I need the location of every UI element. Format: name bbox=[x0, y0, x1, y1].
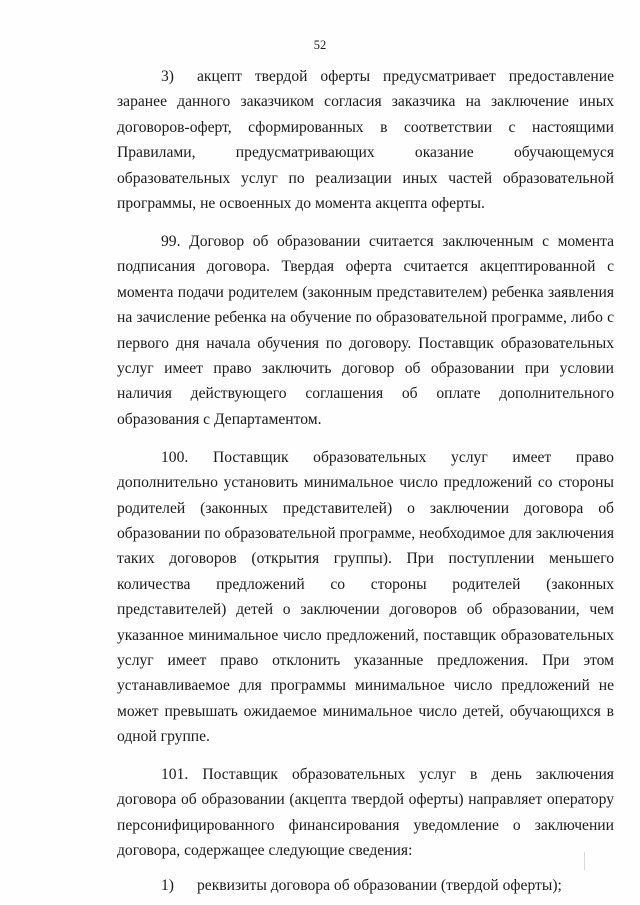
paragraph-number: 100. bbox=[161, 448, 189, 466]
paragraph-text: реквизиты договора об образовании (твердой оферты); bbox=[197, 877, 562, 895]
paragraph-item-3 bbox=[117, 64, 614, 216]
paragraph-text: Поставщик образовательных услуг в день заключения договора об образовании (акцепта твердой оферты) направляет оператору персонифицированного финансирования уведомление о заключении договора, содержащее следующие сведения: bbox=[117, 766, 614, 860]
document-body bbox=[117, 64, 614, 899]
paragraph-99 bbox=[117, 229, 614, 432]
paragraph-number: 101. bbox=[161, 766, 189, 784]
item-number: 1) bbox=[161, 877, 174, 895]
paragraph-text: Договор об образовании считается заключенным с момента подписания договора. Твердая оферта считается акцептированной с момента подачи родителем (законным представителем) ребенка заявления на зачисление ребенка на обучение по образовательной программе, либо с первого дня начала обучения по договору. Поставщик образовательных услуг имеет право заключить договор об образовании при условии наличия действующего соглашения об оплате дополнительного образования с Департаментом. bbox=[117, 232, 614, 428]
paragraph-100 bbox=[117, 445, 614, 750]
paragraph-text: акцепт твердой оферты предусматривает предоставление заранее данного заказчиком согласия заказчика на заключение иных договоров-оферт, сформированных в соответствии с настоящими Правилами, предусматривающих оказание обучающемуся образовательных услуг по реализации иных частей образовательной программы, не освоенных до момента акцепта оферты. bbox=[117, 68, 614, 213]
paragraph-101 bbox=[117, 762, 614, 864]
page-number: 52 bbox=[313, 38, 327, 52]
paragraph-text: Поставщик образовательных услуг имеет право дополнительно установить минимальное число предложений со стороны родителей (законных представителей) о заключении договора об образовании по образовательной программе, необходимое для заключения таких договоров (открытия группы). При поступлении меньшего количества предложений со стороны родителей (законных представителей) детей о заключении договоров об образовании, чем указанное минимальное число предложений, поставщик образовательных услуг имеет право отклонить указанные предложения. При этом устанавливаемое для программы минимальное число предложений не может превышать ожидаемое минимальное число детей, обучающихся в одной группе. bbox=[117, 448, 614, 746]
scan-mark bbox=[584, 852, 585, 870]
paragraph-item-1 bbox=[117, 873, 614, 898]
paragraph-number: 99. bbox=[161, 232, 181, 250]
item-number: 3) bbox=[161, 68, 174, 85]
